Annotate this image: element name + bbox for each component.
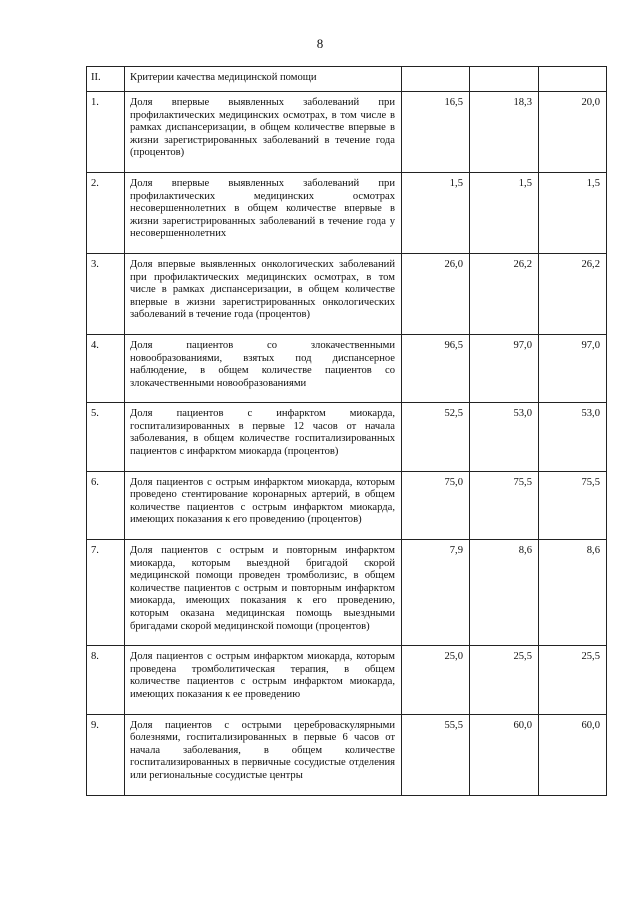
section-number: II.	[87, 67, 125, 92]
value-column-2: 26,2	[470, 253, 539, 334]
table-row	[87, 714, 607, 795]
table-row	[87, 471, 607, 539]
section-empty-cell-1	[402, 67, 470, 92]
value-column-3: 8,6	[539, 540, 607, 646]
table-row	[87, 646, 607, 714]
criterion-text: Доля впервые выявленных онкологических заболеваний при профилактических медицинских осмотрах, в том числе в рамках диспансеризации, в общем количестве впервые в жизни зарегистрированных онкологических заболеваний в течение года (процентов)	[125, 253, 402, 334]
value-column-2: 25,5	[470, 646, 539, 714]
value-column-1: 1,5	[402, 172, 470, 253]
value-column-3: 53,0	[539, 403, 607, 471]
value-column-1: 96,5	[402, 334, 470, 402]
value-column-2: 75,5	[470, 471, 539, 539]
criterion-text: Доля пациентов с острыми цереброваскулярными болезнями, госпитализированных в первые 6 часов от начала заболевания, в общем количестве госпитализированных в первичные сосудистые отделения или региональные сосудистые центры	[125, 714, 402, 795]
section-empty-cell-3	[539, 67, 607, 92]
table-row	[87, 334, 607, 402]
value-column-3: 1,5	[539, 172, 607, 253]
criterion-text: Доля впервые выявленных заболеваний при профилактических медицинских осмотрах, в том числе в рамках диспансеризации, в общем количестве впервые в жизни зарегистрированных заболеваний в течение года (процентов)	[125, 92, 402, 173]
row-number: 7.	[87, 540, 125, 646]
value-column-3: 75,5	[539, 471, 607, 539]
value-column-2: 1,5	[470, 172, 539, 253]
value-column-1: 75,0	[402, 471, 470, 539]
value-column-3: 25,5	[539, 646, 607, 714]
criterion-text: Доля пациентов с острым инфарктом миокарда, которым проведена тромболитическая терапия, в общем количестве пациентов с острым инфарктом миокарда, имеющих показания к ее проведению	[125, 646, 402, 714]
value-column-3: 20,0	[539, 92, 607, 173]
value-column-1: 52,5	[402, 403, 470, 471]
value-column-2: 60,0	[470, 714, 539, 795]
row-number: 5.	[87, 403, 125, 471]
value-column-3: 26,2	[539, 253, 607, 334]
row-number: 8.	[87, 646, 125, 714]
table-row	[87, 403, 607, 471]
criterion-text: Доля впервые выявленных заболеваний при профилактических медицинских осмотрах несовершеннолетних в общем количестве впервые в жизни зарегистрированных заболеваний в течение года у несовершеннолетних	[125, 172, 402, 253]
table-row	[87, 540, 607, 646]
criterion-text: Доля пациентов со злокачественными новообразованиями, взятых под диспансерное наблюдение, в общем количестве пациентов со злокачественными новообразованиями	[125, 334, 402, 402]
criterion-text: Доля пациентов с острым инфарктом миокарда, которым проведено стентирование коронарных артерий, в общем количестве пациентов с острым инфарктом миокарда, имеющих показания к его проведению (процентов)	[125, 471, 402, 539]
value-column-2: 53,0	[470, 403, 539, 471]
row-number: 6.	[87, 471, 125, 539]
criteria-table	[86, 66, 607, 796]
section-header-row	[87, 67, 607, 92]
row-number: 1.	[87, 92, 125, 173]
value-column-1: 25,0	[402, 646, 470, 714]
value-column-3: 60,0	[539, 714, 607, 795]
criteria-table-body	[87, 67, 607, 796]
value-column-2: 8,6	[470, 540, 539, 646]
criterion-text: Доля пациентов с острым и повторным инфарктом миокарда, которым выездной бригадой скорой медицинской помощи проведен тромболизис, в общем количестве пациентов с острым и повторным инфарктом миокарда, имеющих показания к его проведению, которым оказана медицинская помощь выездными бригадами скорой медицинской помощи (процентов)	[125, 540, 402, 646]
value-column-3: 97,0	[539, 334, 607, 402]
value-column-1: 55,5	[402, 714, 470, 795]
section-empty-cell-2	[470, 67, 539, 92]
value-column-2: 18,3	[470, 92, 539, 173]
table-row	[87, 253, 607, 334]
row-number: 3.	[87, 253, 125, 334]
row-number: 2.	[87, 172, 125, 253]
row-number: 9.	[87, 714, 125, 795]
value-column-1: 26,0	[402, 253, 470, 334]
value-column-1: 16,5	[402, 92, 470, 173]
value-column-2: 97,0	[470, 334, 539, 402]
criterion-text: Доля пациентов с инфарктом миокарда, госпитализированных в первые 12 часов от начала заболевания, в общем количестве госпитализированных пациентов с инфарктом миокарда (процентов)	[125, 403, 402, 471]
page-number: 8	[316, 36, 324, 51]
table-row	[87, 92, 607, 173]
value-column-1: 7,9	[402, 540, 470, 646]
row-number: 4.	[87, 334, 125, 402]
section-title: Критерии качества медицинской помощи	[125, 67, 402, 92]
table-row	[87, 172, 607, 253]
